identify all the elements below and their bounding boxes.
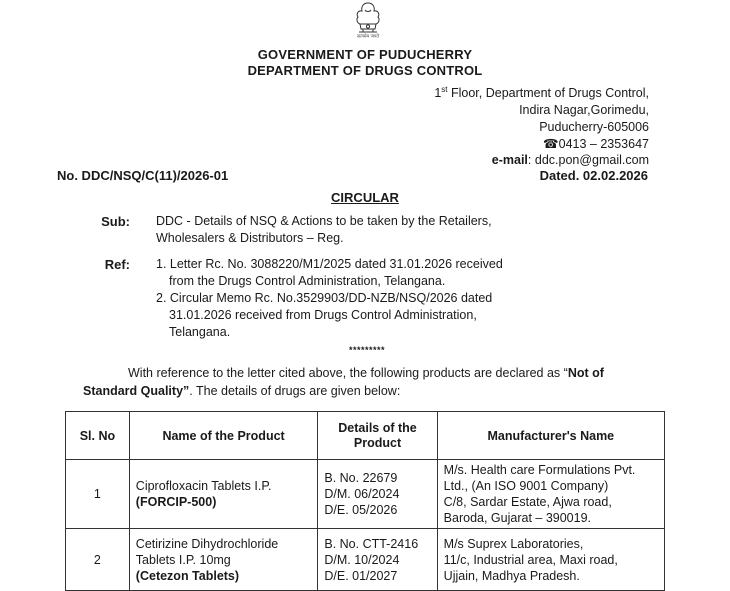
row-manufacturer: M/s. Health care Formulations Pvt. Ltd., (An ISO 9001 Company) C/8, Sardar Estate, Ajwa road, Baroda, Gujarat – 390019. (437, 460, 664, 529)
row-product: Cetirizine Dihydrochloride Tablets I.P. 10mg (Cetezon Tablets) (129, 529, 318, 591)
header-manufacturer: Manufacturer's Name (437, 412, 664, 460)
circular-title: CIRCULAR (331, 190, 399, 205)
reference-number: No. DDC/NSQ/C(11)/2026-01 (57, 168, 229, 183)
row-sl: 1 (66, 460, 130, 529)
separator: ********* (349, 345, 386, 355)
phone-icon: ☎ (543, 136, 559, 151)
header-product-name: Name of the Product (129, 412, 318, 460)
circular-date: Dated. 02.02.2026 (539, 168, 648, 183)
body-line-1: With reference to the letter cited above, the following products are declared as “Not of (128, 366, 604, 380)
row-details: B. No. CTT-2416 D/M. 10/2024 D/E. 01/2027 (318, 529, 437, 591)
row-details: B. No. 22679 D/M. 06/2024 D/E. 05/2026 (318, 460, 437, 529)
address-block (434, 82, 649, 169)
table-row (66, 460, 665, 529)
national-emblem-icon (345, 0, 391, 44)
address-floor: 1st Floor, Department of Drugs Control, (434, 85, 649, 101)
header-government: GOVERNMENT OF PUDUCHERRY (257, 47, 473, 62)
address-phone: ☎0413 – 2353647 (543, 136, 649, 151)
row-product: Ciprofloxacin Tablets I.P. (FORCIP-500) (129, 460, 318, 529)
ref-label: Ref: (104, 257, 130, 272)
row-sl: 2 (66, 529, 130, 591)
header-department: DEPARTMENT OF DRUGS CONTROL (247, 63, 483, 78)
table-header-row (66, 412, 665, 460)
svg-text:सत्यमेव जयते: सत्यमेव जयते (356, 34, 380, 40)
body-line-2: Standard Quality”. The details of drugs are given below: (83, 384, 401, 398)
header-product-details: Details of the Product (318, 412, 437, 460)
subject-text: DDC - Details of NSQ & Actions to be taken by the Retailers, Wholesalers & Distributors – Reg. (156, 214, 492, 245)
nsq-products-table (65, 411, 665, 591)
header-sl-no: Sl. No (66, 412, 130, 460)
ref-list: 1. Letter Rc. No. 3088220/M1/2025 dated 31.01.2026 received from the Drugs Control Administration, Telangana. 2. Circular Memo Rc. No.3529903/DD-NZB/NSQ/2026 dated 31.01.2026 received from Drugs Control Administration, Telangana. (156, 257, 503, 339)
table-row (66, 529, 665, 591)
subject-label: Sub: (101, 214, 130, 229)
address-city: Puducherry-605006 (539, 119, 649, 134)
address-area: Indira Nagar,Gorimedu, (519, 102, 649, 117)
address-email: e-mail: ddc.pon@gmail.com (491, 153, 649, 168)
row-manufacturer: M/s Suprex Laboratories, 11/c, Industrial area, Maxi road, Ujjain, Madhya Pradesh. (437, 529, 664, 591)
